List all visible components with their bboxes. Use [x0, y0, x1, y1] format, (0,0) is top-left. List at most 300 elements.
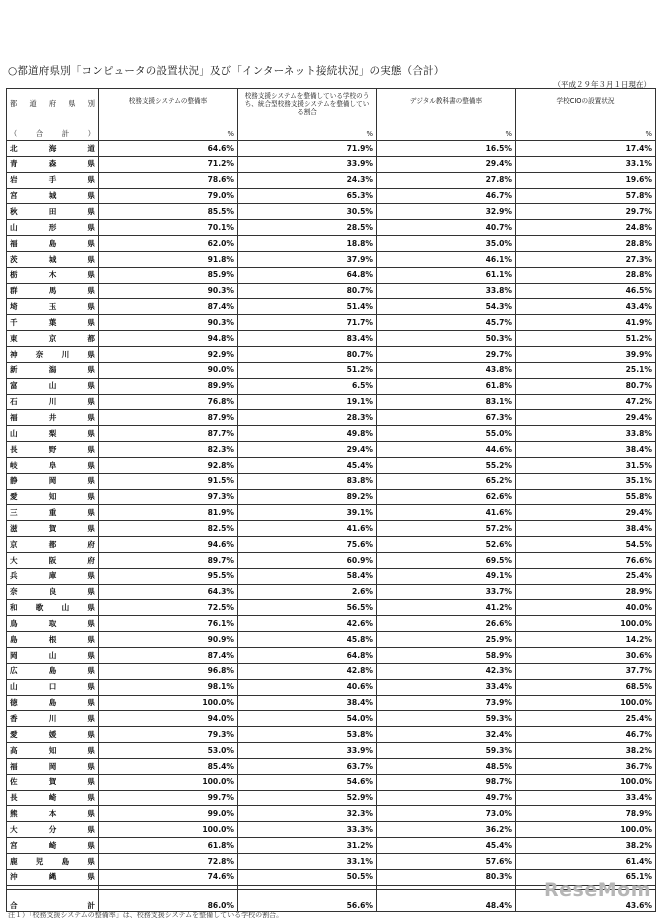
header-col-4 — [516, 89, 656, 141]
prefecture-cell — [7, 220, 99, 236]
value-cell-col-3: 35.0% — [377, 236, 516, 252]
prefecture-char: 県 — [87, 476, 95, 486]
prefecture-char: 児 — [35, 856, 44, 866]
value-cell-col-3: 61.8% — [377, 378, 516, 394]
prefecture-char: 阪 — [48, 555, 57, 565]
value-cell-col-2: 38.4% — [238, 695, 377, 711]
prefecture-char: 茨 — [10, 254, 18, 264]
prefecture-name — [10, 715, 95, 723]
value-cell-col-3: 25.9% — [377, 632, 516, 648]
prefecture-char: 歌 — [35, 603, 44, 613]
prefecture-char: 本 — [48, 809, 57, 819]
value-cell-col-4: 33.1% — [516, 156, 656, 172]
value-cell-col-3: 16.5% — [377, 141, 516, 157]
value-cell-col-2: 28.5% — [238, 220, 377, 236]
value-cell-col-2: 54.0% — [238, 711, 377, 727]
table-row — [7, 806, 656, 822]
value-cell-col-3: 67.3% — [377, 410, 516, 426]
prefecture-name — [10, 271, 95, 279]
prefecture-char: 山 — [61, 603, 70, 613]
prefecture-char: 県 — [87, 777, 95, 787]
prefecture-char: 熊 — [10, 809, 18, 819]
value-cell-col-3: 36.2% — [377, 822, 516, 838]
table-row — [7, 156, 656, 172]
prefecture-cell — [7, 869, 99, 885]
total-value-col-3: 48.4% — [377, 889, 516, 911]
prefecture-cell — [7, 695, 99, 711]
prefecture-cell — [7, 505, 99, 521]
prefecture-char: 川 — [61, 349, 70, 359]
prefecture-cell — [7, 141, 99, 157]
prefecture-char: 県 — [87, 745, 95, 755]
prefecture-char: 岡 — [48, 476, 57, 486]
value-cell-col-1: 87.7% — [99, 426, 238, 442]
prefecture-cell — [7, 394, 99, 410]
prefecture-name — [10, 604, 95, 612]
prefecture-char: 島 — [48, 666, 57, 676]
value-cell-col-1: 95.5% — [99, 568, 238, 584]
prefecture-char: 福 — [10, 238, 18, 248]
prefecture-cell — [7, 346, 99, 362]
prefecture-name — [10, 335, 95, 343]
prefecture-name — [10, 477, 95, 485]
prefecture-char: 県 — [87, 508, 95, 518]
table-row — [7, 616, 656, 632]
prefecture-char: 馬 — [48, 286, 57, 296]
prefecture-name — [10, 192, 95, 200]
prefecture-char: 東 — [10, 333, 18, 343]
value-cell-col-3: 57.6% — [377, 853, 516, 869]
value-cell-col-2: 71.9% — [238, 141, 377, 157]
prefecture-char: 知 — [48, 492, 57, 502]
value-cell-col-3: 27.8% — [377, 172, 516, 188]
value-cell-col-4: 100.0% — [516, 774, 656, 790]
prefecture-char: 宮 — [10, 840, 18, 850]
value-cell-col-1: 89.9% — [99, 378, 238, 394]
value-cell-col-1: 91.5% — [99, 473, 238, 489]
prefecture-cell — [7, 251, 99, 267]
prefecture-char: 大 — [10, 555, 18, 565]
value-cell-col-3: 32.9% — [377, 204, 516, 220]
table-row — [7, 632, 656, 648]
value-cell-col-4: 25.1% — [516, 362, 656, 378]
value-cell-col-3: 98.7% — [377, 774, 516, 790]
prefecture-name — [10, 493, 95, 501]
value-cell-col-1: 70.1% — [99, 220, 238, 236]
prefecture-char: 千 — [10, 317, 18, 327]
header-col-3 — [377, 89, 516, 141]
value-cell-col-2: 71.7% — [238, 315, 377, 331]
table-row — [7, 648, 656, 664]
prefecture-char: 県 — [87, 618, 95, 628]
prefecture-name — [10, 351, 95, 359]
prefecture-cell — [7, 489, 99, 505]
prefecture-char: 県 — [87, 175, 95, 185]
value-cell-col-3: 49.1% — [377, 568, 516, 584]
prefecture-char: 梨 — [48, 428, 57, 438]
prefecture-name — [10, 525, 95, 533]
value-cell-col-1: 53.0% — [99, 743, 238, 759]
value-cell-col-1: 99.0% — [99, 806, 238, 822]
table-row — [7, 378, 656, 394]
prefecture-char: 城 — [48, 191, 57, 201]
value-cell-col-3: 42.3% — [377, 663, 516, 679]
prefecture-char: 口 — [48, 682, 57, 692]
prefecture-char: 都 — [48, 539, 57, 549]
prefecture-cell — [7, 552, 99, 568]
prefecture-char: 海 — [48, 143, 57, 153]
prefecture-char: 県 — [87, 856, 95, 866]
pref-top-char: 府 — [48, 99, 57, 108]
prefecture-cell — [7, 156, 99, 172]
table-row — [7, 679, 656, 695]
value-cell-col-3: 49.7% — [377, 790, 516, 806]
prefecture-cell — [7, 806, 99, 822]
resemom-logo: ReseMom — [544, 879, 651, 901]
prefecture-char: 兵 — [10, 571, 18, 581]
prefecture-char: 県 — [87, 412, 95, 422]
prefecture-char: 川 — [48, 397, 57, 407]
value-cell-col-3: 55.0% — [377, 426, 516, 442]
value-cell-col-1: 94.8% — [99, 331, 238, 347]
table-row — [7, 331, 656, 347]
prefecture-name — [10, 826, 95, 834]
value-cell-col-1: 96.8% — [99, 663, 238, 679]
value-cell-col-2: 33.9% — [238, 156, 377, 172]
value-cell-col-2: 40.6% — [238, 679, 377, 695]
value-cell-col-2: 37.9% — [238, 251, 377, 267]
value-cell-col-1: 98.1% — [99, 679, 238, 695]
table-row — [7, 790, 656, 806]
prefecture-cell — [7, 584, 99, 600]
value-cell-col-2: 39.1% — [238, 505, 377, 521]
prefecture-char: 県 — [87, 824, 95, 834]
value-cell-col-2: 31.2% — [238, 838, 377, 854]
prefecture-cell — [7, 790, 99, 806]
prefecture-char: 計 — [87, 901, 95, 911]
prefecture-char: 県 — [87, 809, 95, 819]
prefecture-cell — [7, 331, 99, 347]
prefecture-cell — [7, 822, 99, 838]
prefecture-char: 潟 — [48, 365, 57, 375]
prefecture-char: 香 — [10, 714, 18, 723]
prefecture-char: 山 — [10, 682, 18, 692]
prefecture-char: 県 — [87, 872, 95, 882]
prefecture-char: 神 — [10, 349, 18, 359]
value-cell-col-4: 30.6% — [516, 648, 656, 664]
value-cell-col-4: 29.4% — [516, 410, 656, 426]
value-cell-col-1: 64.6% — [99, 141, 238, 157]
prefecture-name — [10, 699, 95, 707]
value-cell-col-4: 35.1% — [516, 473, 656, 489]
prefecture-char: 森 — [48, 159, 57, 169]
prefecture-cell — [7, 442, 99, 458]
value-cell-col-2: 49.8% — [238, 426, 377, 442]
value-cell-col-4: 65.1% — [516, 869, 656, 885]
value-cell-col-3: 44.6% — [377, 442, 516, 458]
prefecture-char: 井 — [48, 412, 57, 422]
prefecture-char: 木 — [48, 270, 57, 280]
prefecture-char: 青 — [10, 159, 18, 169]
prefecture-name — [10, 557, 95, 565]
value-cell-col-3: 45.7% — [377, 315, 516, 331]
prefecture-name — [10, 366, 95, 374]
prefecture-char: 県 — [87, 793, 95, 803]
value-cell-col-4: 28.8% — [516, 236, 656, 252]
prefecture-name — [10, 747, 95, 755]
prefecture-char: 県 — [87, 634, 95, 644]
value-cell-col-4: 47.2% — [516, 394, 656, 410]
as-of-date: （平成２９年３月１日現在） — [553, 80, 651, 89]
prefecture-cell — [7, 758, 99, 774]
prefecture-char: 野 — [48, 444, 57, 454]
prefecture-table — [6, 88, 656, 912]
value-cell-col-4: 14.2% — [516, 632, 656, 648]
value-cell-col-2: 83.8% — [238, 473, 377, 489]
prefecture-char: 県 — [87, 714, 95, 723]
prefecture-char: 城 — [48, 254, 57, 264]
value-cell-col-3: 52.6% — [377, 537, 516, 553]
value-cell-col-4: 25.4% — [516, 568, 656, 584]
value-cell-col-3: 83.1% — [377, 394, 516, 410]
header-col-3-label: デジタル教科書の整備率 — [409, 97, 483, 105]
prefecture-char: 県 — [87, 571, 95, 581]
value-cell-col-1: 85.4% — [99, 758, 238, 774]
value-cell-col-1: 72.8% — [99, 853, 238, 869]
footnote: 注１）「校務支援システムの整備率」は、校務支援システムを整備している学校の割合。 — [8, 911, 284, 919]
value-cell-col-2: 56.5% — [238, 600, 377, 616]
value-cell-col-3: 41.6% — [377, 505, 516, 521]
prefecture-name — [10, 446, 95, 454]
prefecture-char: 島 — [48, 238, 57, 248]
prefecture-char: 高 — [10, 745, 18, 755]
prefecture-char: 新 — [10, 365, 18, 375]
value-cell-col-1: 100.0% — [99, 822, 238, 838]
prefecture-char: 県 — [87, 381, 95, 391]
table-row — [7, 267, 656, 283]
value-cell-col-4: 36.7% — [516, 758, 656, 774]
value-cell-col-2: 41.6% — [238, 521, 377, 537]
prefecture-cell — [7, 537, 99, 553]
prefecture-cell — [7, 679, 99, 695]
prefecture-cell — [7, 632, 99, 648]
value-cell-col-4: 54.5% — [516, 537, 656, 553]
prefecture-cell — [7, 568, 99, 584]
value-cell-col-2: 24.3% — [238, 172, 377, 188]
prefecture-cell — [7, 838, 99, 854]
prefecture-name — [10, 842, 95, 850]
prefecture-char: 玉 — [48, 302, 57, 312]
table-row — [7, 568, 656, 584]
prefecture-name — [10, 572, 95, 580]
value-cell-col-4: 40.0% — [516, 600, 656, 616]
value-cell-col-2: 18.8% — [238, 236, 377, 252]
table-row — [7, 473, 656, 489]
pref-top-char: 都 — [10, 99, 18, 108]
prefecture-char: 秋 — [10, 207, 18, 216]
table-row — [7, 727, 656, 743]
value-cell-col-1: 74.6% — [99, 869, 238, 885]
value-cell-col-3: 65.2% — [377, 473, 516, 489]
prefecture-name — [10, 256, 95, 264]
total-value-col-2: 56.6% — [238, 889, 377, 911]
table-row — [7, 838, 656, 854]
prefecture-cell — [7, 299, 99, 315]
value-cell-col-1: 100.0% — [99, 774, 238, 790]
prefecture-char: 取 — [48, 618, 57, 628]
value-cell-col-4: 27.3% — [516, 251, 656, 267]
value-cell-col-1: 92.8% — [99, 457, 238, 473]
table-row — [7, 537, 656, 553]
prefecture-cell — [7, 172, 99, 188]
prefecture-char: 群 — [10, 286, 18, 296]
header-col-1 — [99, 89, 238, 141]
page-title: ○都道府県別「コンピュータの設置状況」及び「インターネット接続状況」の実態（合計） — [8, 65, 445, 77]
prefecture-char: 岩 — [10, 175, 18, 185]
value-cell-col-3: 73.9% — [377, 695, 516, 711]
prefecture-char: 県 — [87, 365, 95, 375]
header-prefecture-top — [10, 100, 95, 107]
prefecture-char: 崎 — [48, 840, 57, 850]
value-cell-col-1: 81.9% — [99, 505, 238, 521]
prefecture-cell — [7, 473, 99, 489]
prefecture-char: 府 — [87, 539, 95, 549]
table-row — [7, 141, 656, 157]
value-cell-col-4: 46.5% — [516, 283, 656, 299]
prefecture-char: 葉 — [48, 317, 57, 327]
header-prefecture — [7, 89, 99, 141]
prefecture-char: 県 — [87, 444, 95, 454]
prefecture-char: 県 — [87, 603, 95, 613]
prefecture-char: 京 — [48, 333, 57, 343]
value-cell-col-3: 58.9% — [377, 648, 516, 664]
prefecture-char: 山 — [48, 381, 57, 391]
value-cell-col-3: 55.2% — [377, 457, 516, 473]
prefecture-char: 三 — [10, 508, 18, 518]
value-cell-col-1: 76.1% — [99, 616, 238, 632]
prefecture-name — [10, 303, 95, 311]
value-cell-col-1: 94.0% — [99, 711, 238, 727]
table-row — [7, 489, 656, 505]
table-row — [7, 251, 656, 267]
table-row — [7, 457, 656, 473]
table-row — [7, 521, 656, 537]
prefecture-char: 県 — [87, 207, 95, 216]
value-cell-col-4: 31.5% — [516, 457, 656, 473]
prefecture-char: 広 — [10, 666, 18, 676]
pref-top-char: 道 — [29, 99, 37, 108]
header-col-1-label: 校務支援システムの整備率 — [128, 97, 208, 105]
value-cell-col-2: 2.6% — [238, 584, 377, 600]
value-cell-col-4: 55.8% — [516, 489, 656, 505]
table-row — [7, 822, 656, 838]
prefecture-char: 島 — [61, 856, 70, 866]
prefecture-cell — [7, 315, 99, 331]
prefecture-char: 県 — [87, 698, 95, 708]
value-cell-col-4: 41.9% — [516, 315, 656, 331]
value-cell-col-2: 30.5% — [238, 204, 377, 220]
value-cell-col-2: 75.6% — [238, 537, 377, 553]
table-row — [7, 505, 656, 521]
prefecture-char: 手 — [48, 175, 57, 185]
value-cell-col-3: 62.6% — [377, 489, 516, 505]
value-cell-col-1: 71.2% — [99, 156, 238, 172]
prefecture-char: 県 — [87, 587, 95, 597]
prefecture-cell — [7, 711, 99, 727]
value-cell-col-3: 69.5% — [377, 552, 516, 568]
prefecture-char: 重 — [48, 508, 57, 518]
prefecture-char: 根 — [48, 634, 57, 644]
value-cell-col-2: 60.9% — [238, 552, 377, 568]
value-cell-col-4: 57.8% — [516, 188, 656, 204]
value-cell-col-1: 87.4% — [99, 299, 238, 315]
value-cell-col-1: 92.9% — [99, 346, 238, 362]
value-cell-col-3: 29.4% — [377, 156, 516, 172]
prefecture-char: 山 — [10, 428, 18, 438]
prefecture-char: 鹿 — [10, 856, 18, 866]
value-cell-col-1: 72.5% — [99, 600, 238, 616]
value-cell-col-2: 51.2% — [238, 362, 377, 378]
prefecture-cell — [7, 743, 99, 759]
prefecture-char: 石 — [10, 397, 18, 407]
prefecture-char: 都 — [87, 333, 95, 343]
header-col-4-label: 学校CIOの設置状況 — [556, 97, 615, 105]
value-cell-col-4: 28.8% — [516, 267, 656, 283]
prefecture-name — [10, 902, 95, 910]
table-row — [7, 299, 656, 315]
value-cell-col-3: 46.1% — [377, 251, 516, 267]
prefecture-name — [10, 794, 95, 802]
table-row — [7, 584, 656, 600]
prefecture-char: 徳 — [10, 698, 18, 708]
value-cell-col-1: 82.5% — [99, 521, 238, 537]
prefecture-name — [10, 224, 95, 232]
table-row — [7, 204, 656, 220]
value-cell-col-4: 61.4% — [516, 853, 656, 869]
prefecture-char: 島 — [10, 634, 18, 644]
value-cell-col-2: 50.5% — [238, 869, 377, 885]
value-cell-col-4: 29.4% — [516, 505, 656, 521]
table-row — [7, 236, 656, 252]
value-cell-col-3: 50.3% — [377, 331, 516, 347]
value-cell-col-2: 6.5% — [238, 378, 377, 394]
value-cell-col-1: 82.3% — [99, 442, 238, 458]
value-cell-col-2: 45.8% — [238, 632, 377, 648]
value-cell-col-4: 38.2% — [516, 743, 656, 759]
value-cell-col-3: 41.2% — [377, 600, 516, 616]
prefecture-char: 賀 — [48, 523, 57, 533]
value-cell-col-3: 43.8% — [377, 362, 516, 378]
pref-top-char: 県 — [68, 99, 76, 108]
prefecture-char: 良 — [48, 587, 57, 597]
prefecture-char: 庫 — [48, 571, 57, 581]
table-row — [7, 442, 656, 458]
prefecture-cell — [7, 283, 99, 299]
value-cell-col-1: 87.4% — [99, 648, 238, 664]
pref-bot-char: ） — [87, 128, 95, 138]
value-cell-col-3: 33.8% — [377, 283, 516, 299]
prefecture-cell — [7, 727, 99, 743]
table-row — [7, 188, 656, 204]
pref-top-char: 別 — [87, 99, 95, 108]
prefecture-char: 福 — [10, 412, 18, 422]
value-cell-col-2: 54.6% — [238, 774, 377, 790]
value-cell-col-4: 38.4% — [516, 442, 656, 458]
prefecture-char: 県 — [87, 191, 95, 201]
header-col-2-label: 校務支援システムを整備している学校のうち、統合型校務支援システムを整備している割合 — [244, 92, 370, 117]
value-cell-col-3: 59.3% — [377, 711, 516, 727]
value-cell-col-1: 87.9% — [99, 410, 238, 426]
